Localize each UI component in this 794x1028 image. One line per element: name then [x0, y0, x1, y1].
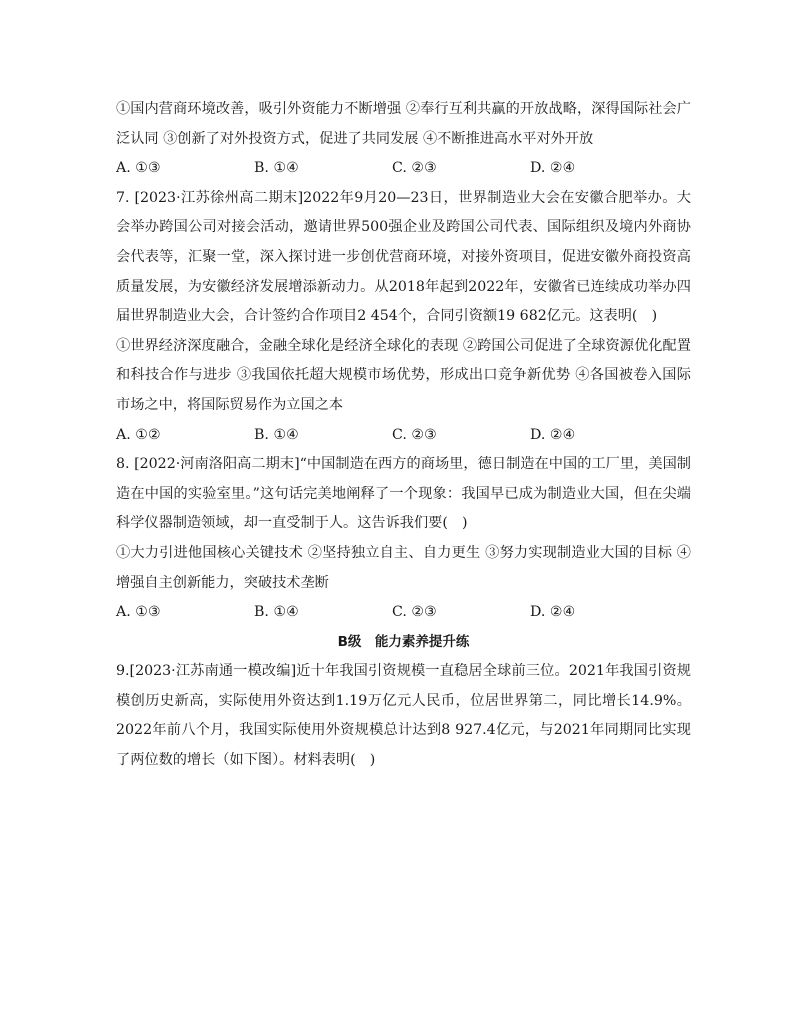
q8-option-b: B. ①④ [254, 604, 299, 621]
q8-options [116, 598, 691, 628]
q8-option-d: D. ②④ [530, 604, 576, 621]
q7-option-a: A. ①② [116, 426, 161, 443]
q8-stem: 8. [2022·河南洛阳高二期末]“中国制造在西方的商场里，德日制造在中国的工厂里，美国制造在中国的实验室里。”这句话完美地阐释了一个现象：我国早已成为制造业大国，但在尖端科学仪器制造领域，却一直受制于人。这告诉我们要( ) [116, 456, 691, 532]
q9-stem: 9.[2023·江苏南通一模改编]近十年我国引资规模一直稳居全球前三位。2021年我国引资规模创历史新高，实际使用外资达到1.19万亿元人民币，位居世界第二，同比增长14.9%。2022年前八个月，我国实际使用外资规模总计达到8 927.4亿元，与2021年同期同比实现了两位数的增长（如下图）。材料表明( ) [116, 663, 691, 769]
q6-statements: ①国内营商环境改善，吸引外资能力不断增强 ②奉行互利共赢的开放战略，深得国际社会广泛认同 ③创新了对外投资方式，促进了共同发展 ④不断推进高水平对外开放 [116, 101, 691, 147]
q7-option-d: D. ②④ [530, 426, 576, 443]
section-title: B级 能力素养提升练 [337, 633, 470, 650]
q7-stem: 7. [2023·江苏徐州高二期末]2022年9月20—23日，世界制造业大会在安徽合肥举办。大会举办跨国公司对接会活动，邀请世界500强企业及跨国公司代表、国际组织及境内外商协会代表等，汇聚一堂，深入探讨进一步创优营商环境，对接外资项目，促进安徽外商投资高质量发展，为安徽经济发展增添新动力。从2018年起到2022年，安徽省已连续成功举办四届世界制造业大会，合计签约合作项目2 454个，合同引资额19 682亿元。这表明( ) [116, 189, 691, 325]
q7-statements: ①世界经济深度融合，金融全球化是经济全球化的表现 ②跨国公司促进了全球资源优化配置和科技合作与进步 ③我国依托超大规模市场优势，形成出口竞争新优势 ④各国被卷入国际市场之中，将国际贸易作为立国之本 [116, 337, 691, 413]
q7-option-b: B. ①④ [254, 426, 299, 443]
q6-option-b: B. ①④ [254, 160, 299, 177]
question-content [116, 95, 691, 776]
q6-option-c: C. ②③ [392, 160, 437, 177]
q6-options [116, 154, 691, 184]
q6-option-d: D. ②④ [530, 160, 576, 177]
q8-option-a: A. ①③ [116, 604, 161, 621]
q8-statements: ①大力引进他国核心关键技术 ②坚持独立自主、自力更生 ③努力实现制造业大国的目标 ④增强自主创新能力，突破技术垄断 [116, 544, 691, 591]
q7-option-c: C. ②③ [392, 426, 437, 443]
q7-options [116, 421, 691, 451]
q8-option-c: C. ②③ [392, 604, 437, 621]
q6-option-a: A. ①③ [116, 160, 161, 177]
